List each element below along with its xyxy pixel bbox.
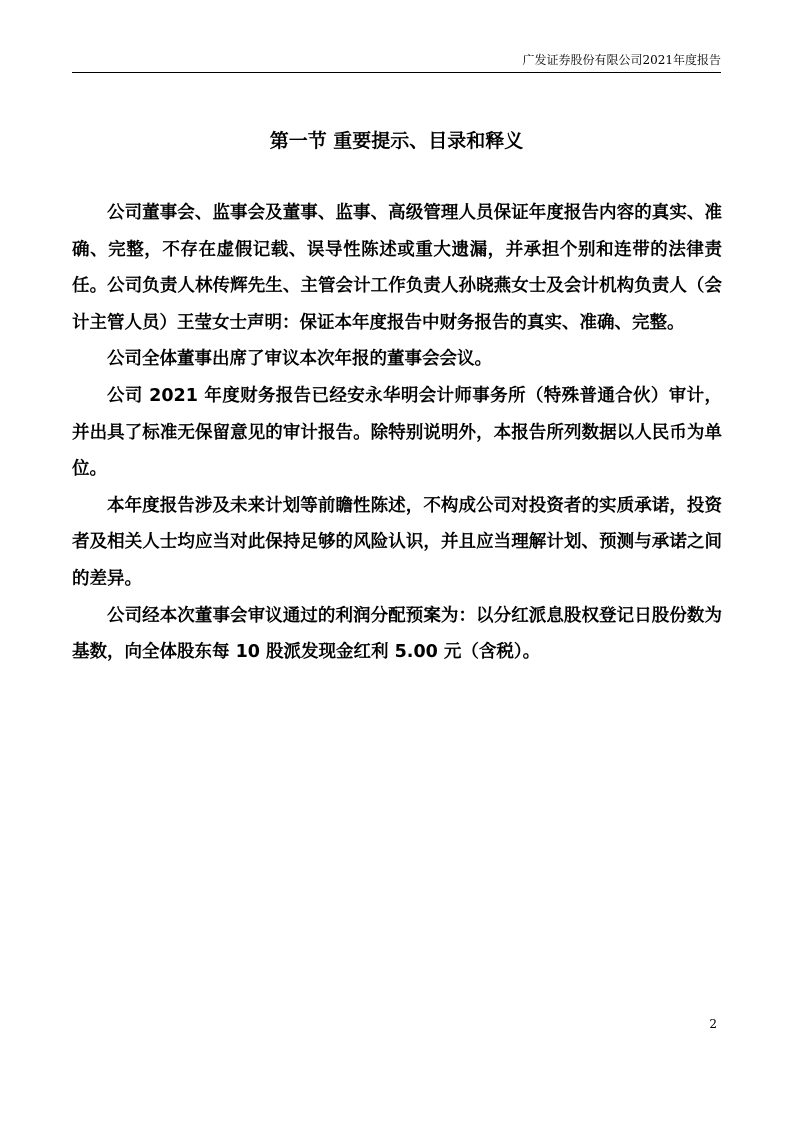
page-number: 2	[709, 1017, 717, 1031]
paragraph-profit-distribution: 公司经本次董事会审议通过的利润分配预案为：以分红派息股权登记日股份数为基数，向全体股东每 10 股派发现金红利 5.00 元（含税）。	[72, 605, 722, 663]
paragraph-audit-opinion: 公司 2021 年度财务报告已经安永华明会计师事务所（特殊普通合伙）审计，并出具了标准无保留意见的审计报告。除特别说明外，本报告所列数据以人民币为单位。	[72, 385, 722, 480]
paragraph-responsibility-statement: 公司董事会、监事会及董事、监事、高级管理人员保证年度报告内容的真实、准确、完整，不存在虚假记载、误导性陈述或重大遗漏，并承担个别和连带的法律责任。公司负责人林传辉先生、主管会计工作负责人孙晓燕女士及会计机构负责人（会计主管人员）王莹女士声明：保证本年度报告中财务报告的真实、准确、完整。	[72, 203, 722, 333]
paragraph-forward-looking: 本年度报告涉及未来计划等前瞻性陈述，不构成公司对投资者的实质承诺，投资者及相关人士均应当对此保持足够的风险认识，并且应当理解计划、预测与承诺之间的差异。	[72, 495, 722, 589]
body-text	[72, 195, 722, 671]
header-rule	[72, 72, 721, 73]
section-title: 第一节 重要提示、目录和释义	[269, 130, 524, 152]
running-header: 广发证券股份有限公司2021年度报告	[522, 53, 721, 67]
paragraph-board-attendance: 公司全体董事出席了审议本次年报的董事会会议。	[107, 349, 492, 370]
